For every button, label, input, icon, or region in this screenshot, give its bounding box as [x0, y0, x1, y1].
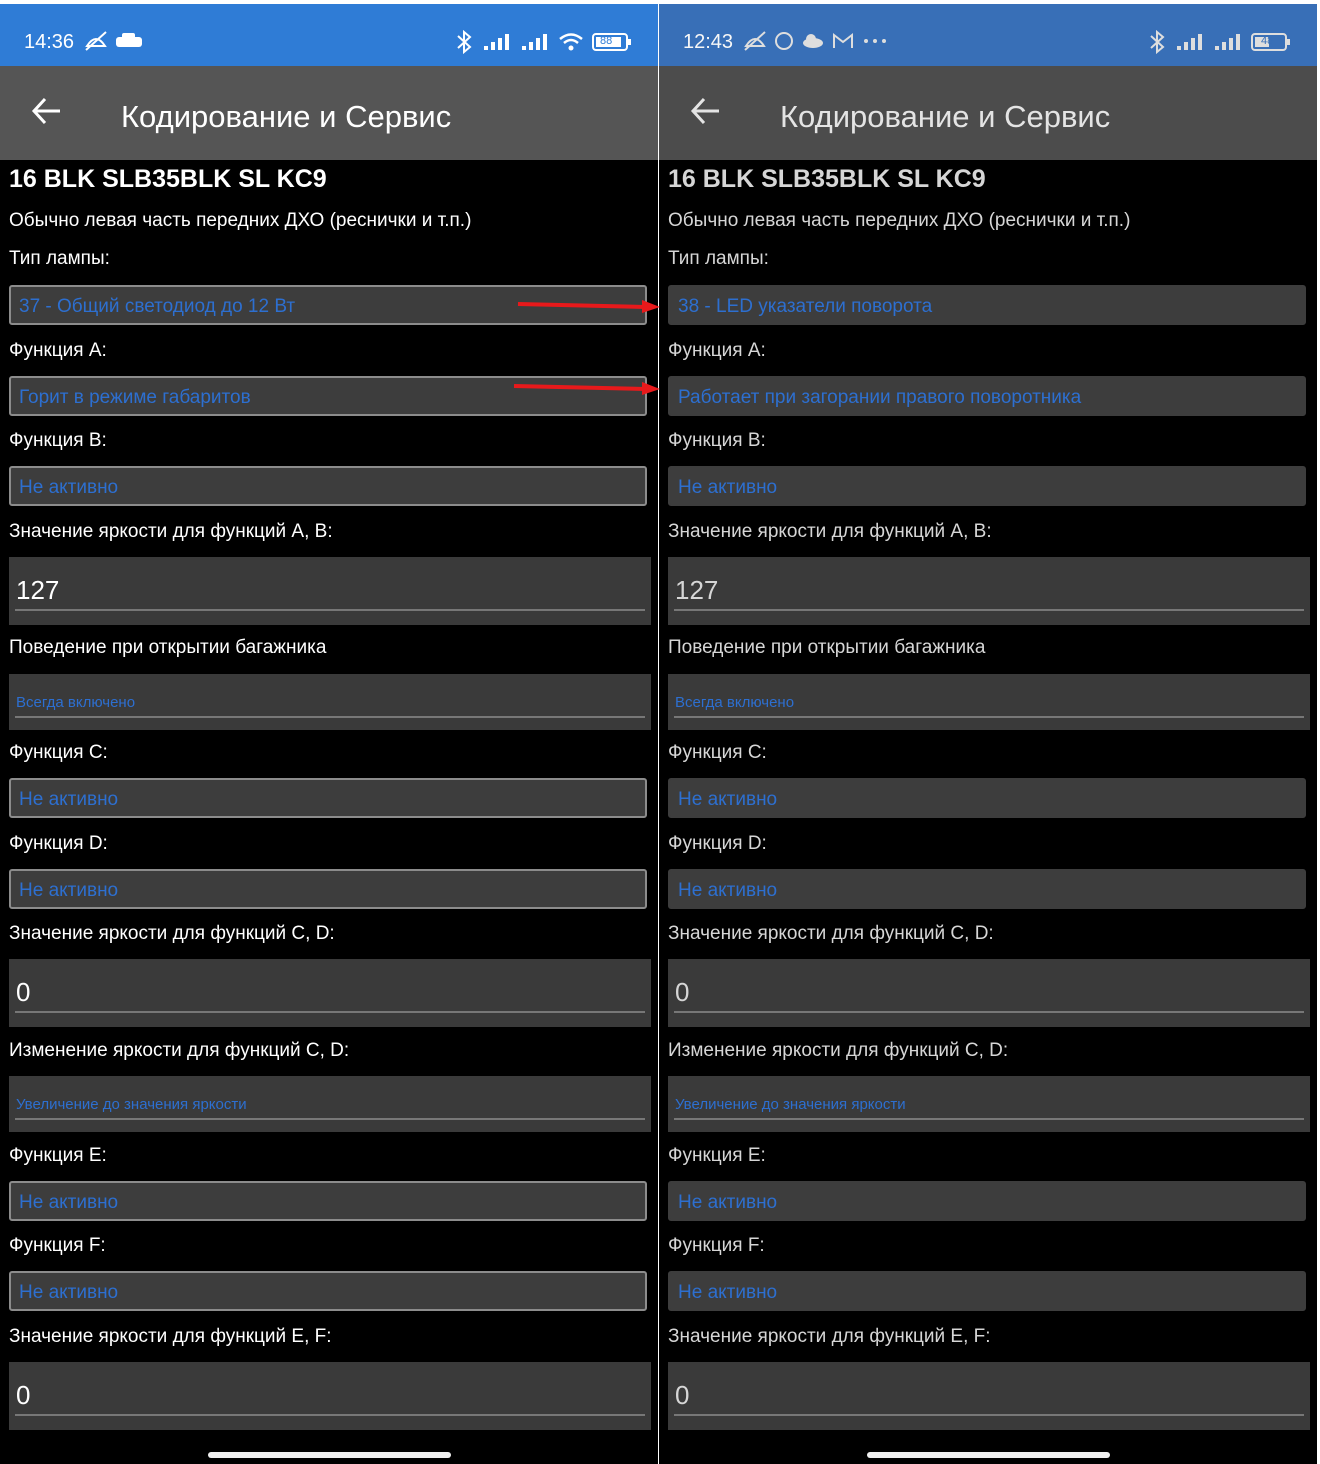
app-bar	[659, 66, 1317, 160]
field-label: Функция D:	[9, 833, 108, 854]
function-a-select[interactable]	[668, 376, 1306, 416]
brightness-change-cd-select[interactable]	[668, 1076, 1310, 1132]
more-icon	[861, 36, 889, 46]
field-label: Тип лампы:	[9, 248, 110, 269]
status-right-icons	[454, 30, 632, 54]
function-c-select[interactable]	[668, 778, 1306, 818]
screenshot-left	[0, 4, 658, 1464]
signal-icon	[482, 32, 512, 52]
wifi-icon	[558, 32, 584, 52]
select-value: Работает при загорании правого поворотника	[678, 387, 1082, 408]
select-value: Не активно	[678, 477, 778, 498]
status-time: 12:43	[683, 31, 734, 53]
field-label: Функция E:	[9, 1145, 107, 1166]
brightness-cd-input[interactable]	[668, 959, 1310, 1027]
car-icon	[114, 31, 144, 51]
brightness-cd-input[interactable]	[9, 959, 651, 1027]
battery-level: 48	[1261, 35, 1274, 47]
home-indicator[interactable]	[867, 1452, 1110, 1458]
select-value: Не активно	[19, 1282, 119, 1303]
select-value: Не активно	[678, 789, 778, 810]
field-label: Функция F:	[668, 1235, 765, 1256]
select-value: Всегда включено	[675, 694, 795, 711]
bluetooth-icon	[454, 30, 474, 54]
field-label: Значение яркости для функций E, F:	[9, 1326, 332, 1347]
field-label: Значение яркости для функций A, B:	[668, 521, 992, 542]
select-value: Не активно	[19, 880, 119, 901]
select-value: Всегда включено	[16, 694, 136, 711]
status-left-icons	[743, 30, 889, 52]
function-e-select[interactable]	[9, 1181, 647, 1221]
status-bar	[0, 4, 658, 66]
input-value: 0	[16, 1380, 31, 1410]
select-value: Не активно	[19, 477, 119, 498]
trunk-behavior-select[interactable]	[668, 674, 1310, 730]
lamp-type-select[interactable]	[668, 285, 1306, 325]
battery-icon	[592, 32, 632, 52]
field-label: Функция F:	[9, 1235, 106, 1256]
viber-icon	[773, 30, 795, 52]
select-value: 38 - LED указатели поворота	[678, 296, 933, 317]
signal-icon	[520, 32, 550, 52]
screenshot-right	[659, 4, 1317, 1464]
status-bar	[659, 4, 1317, 66]
select-value: Не активно	[678, 1282, 778, 1303]
input-value: 0	[675, 1380, 690, 1410]
cloud-icon	[801, 32, 825, 50]
input-value: 0	[16, 977, 31, 1007]
brightness-ef-input[interactable]	[668, 1362, 1310, 1430]
brightness-ef-input[interactable]	[9, 1362, 651, 1430]
select-value: Не активно	[678, 1192, 778, 1213]
field-label: Значение яркости для функций C, D:	[668, 923, 994, 944]
function-c-select[interactable]	[9, 778, 647, 818]
page-title: Кодирование и Сервис	[121, 99, 452, 134]
field-label: Функция A:	[9, 340, 107, 361]
field-label: Поведение при открытии багажника	[9, 637, 327, 658]
battery-icon	[1251, 32, 1291, 52]
field-label: Поведение при открытии багажника	[668, 637, 986, 658]
field-label: Функция C:	[668, 742, 767, 763]
module-description: Обычно левая часть передних ДХО (реснички и т.п.)	[9, 210, 472, 231]
select-value: Не активно	[19, 789, 119, 810]
brightness-change-cd-select[interactable]	[9, 1076, 651, 1132]
function-d-select[interactable]	[668, 869, 1306, 909]
dnd-off-icon	[743, 30, 767, 52]
input-value: 0	[675, 977, 690, 1007]
annotation-arrow	[510, 380, 662, 396]
field-label: Функция D:	[668, 833, 767, 854]
status-right-icons	[1147, 30, 1291, 54]
brightness-ab-input[interactable]	[668, 557, 1310, 625]
field-label: Функция B:	[9, 430, 107, 451]
bluetooth-icon	[1147, 30, 1167, 54]
field-label: Значение яркости для функций E, F:	[668, 1326, 991, 1347]
home-indicator[interactable]	[208, 1452, 451, 1458]
select-value: Увеличение до значения яркости	[675, 1096, 906, 1113]
dnd-off-icon	[84, 30, 108, 52]
function-b-select[interactable]	[9, 466, 647, 506]
input-value: 127	[675, 575, 719, 605]
brightness-ab-input[interactable]	[9, 557, 651, 625]
function-d-select[interactable]	[9, 869, 647, 909]
module-heading: 16 BLK SLB35BLK SL KC9	[668, 165, 986, 193]
select-value: Не активно	[19, 1192, 119, 1213]
select-value: Горит в режиме габаритов	[19, 387, 251, 408]
trunk-behavior-select[interactable]	[9, 674, 651, 730]
signal-icon	[1213, 32, 1243, 52]
field-label: Значение яркости для функций C, D:	[9, 923, 335, 944]
field-label: Функция B:	[668, 430, 766, 451]
app-bar	[0, 66, 658, 160]
gmail-icon	[831, 32, 855, 50]
status-left-icons	[84, 30, 144, 52]
field-label: Значение яркости для функций A, B:	[9, 521, 333, 542]
module-heading: 16 BLK SLB35BLK SL KC9	[9, 165, 327, 193]
field-label: Тип лампы:	[668, 248, 769, 269]
input-value: 127	[16, 575, 60, 605]
page-title: Кодирование и Сервис	[780, 99, 1111, 134]
function-e-select[interactable]	[668, 1181, 1306, 1221]
select-value: 37 - Общий светодиод до 12 Вт	[19, 296, 296, 317]
signal-icon	[1175, 32, 1205, 52]
field-label: Функция A:	[668, 340, 766, 361]
field-label: Изменение яркости для функций C, D:	[9, 1040, 350, 1061]
module-description: Обычно левая часть передних ДХО (реснички и т.п.)	[668, 210, 1131, 231]
field-label: Изменение яркости для функций C, D:	[668, 1040, 1009, 1061]
function-b-select[interactable]	[668, 466, 1306, 506]
battery-level: 88	[600, 35, 613, 47]
field-label: Функция E:	[668, 1145, 766, 1166]
back-arrow-icon[interactable]	[689, 96, 721, 126]
function-f-select[interactable]	[668, 1271, 1306, 1311]
function-f-select[interactable]	[9, 1271, 647, 1311]
annotation-arrow	[510, 298, 662, 314]
select-value: Не активно	[678, 880, 778, 901]
field-label: Функция C:	[9, 742, 108, 763]
select-value: Увеличение до значения яркости	[16, 1096, 247, 1113]
status-time: 14:36	[24, 31, 75, 53]
back-arrow-icon[interactable]	[30, 96, 62, 126]
